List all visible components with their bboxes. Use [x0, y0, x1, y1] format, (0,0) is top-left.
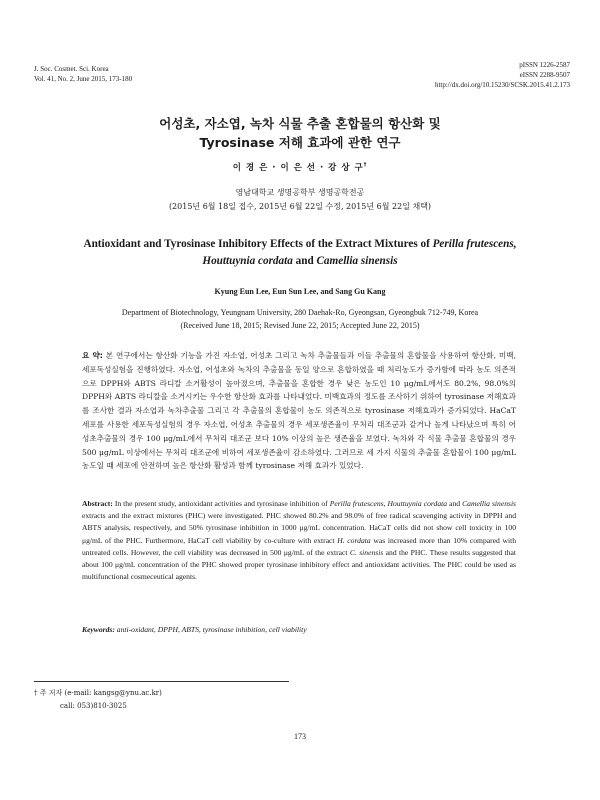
footnote-divider — [34, 681, 289, 682]
pissn: pISSN 1226-2587 — [519, 61, 570, 69]
korean-author-names: 이 경 은 · 이 은 선 · 강 상 구 — [232, 163, 364, 173]
korean-abstract-text: 본 연구에서는 항산화 기능을 가진 자소엽, 어성초 그리고 녹차 추출물들과 이들 추출물의 혼합물을 사용하여 항산화, 미백, 세포독성실험을 진행하였다. 자소엽, 어성초와 녹차의 추출물을 동일 양으로 혼합하였을 때 처리농도가 증가함에 따라 농도 의존적으로 DPPH와 ABTS 라디칼 소거활성이 높아졌으며, 추출물을 혼합한 경우 낮은 농도인 10 μg/mL에서도 80.2%, 98.0%의 DPPH와 ABTS 라디칼을 소거시키는 우수한 항산화 효과를 나타내었다. 미백효과의 정도를 조사하기 위하여 tyrosinase 저해효과를 조사한 결과 자소엽과 녹차추출물 그리고 각 추출물의 혼합물이 농도 의존적으로 tyrosinase 저해효과가 증가되었다. HaCaT 세포를 사용한 세포독성실험의 경우 자소엽, 어성초 추출물의 경우 세포생존율이 무처리 대조군과 같거나 높게 나타났으며 특히 어성초추출물의 경우 100 μg/mL에서 무처리 대조군 보다 10% 이상의 높은 생존율을 보였다. 녹차와 각 식물 추출물 혼합물의 경우 500 μg/mL 이상에서는 무처리 대조군에 비하여 세포생존율이 감소하였다. 그러므로 세 가지 식물의 추출물 혼합물이 100 μg/mL 농도일 때 세포에 안전하며 높은 항산화 활성과 함께 tyrosinase 저해 효과가 있었다. — [82, 351, 516, 471]
english-affiliation-block — [30, 306, 570, 332]
journal-header-left — [34, 64, 132, 84]
footnote-phone: call: 053)810-3025 — [60, 702, 127, 710]
korean-title — [0, 114, 600, 152]
korean-dates: (2015년 6월 18일 접수, 2015년 6월 22일 수정, 2015년 6월 22일 채택) — [168, 202, 432, 211]
keywords — [82, 625, 516, 634]
species-camellia: Camellia sinensis — [316, 255, 398, 267]
english-abstract — [82, 498, 516, 583]
abstract-text-3: extracts and the extract mixtures (PHC) were investigated. PHC showed 80.2% and 98.0% of free radical scavenging activity in DPPH and ABTS analysis, respectively, and 50% tyrosinase inhibition in 1000 μg/mL concentration. HaCaT cells did not show cell toxicity in 100 μg/mL of the PHC. Furthermore, HaCaT cell viability by co-culture with extract — [82, 511, 516, 545]
footnote-email: † 주 저자 (e-mail: kangsg@ynu.ac.kr) — [34, 689, 162, 697]
abstract-species-2: Camellia sinensis — [462, 499, 517, 508]
corresponding-author-mark: † — [363, 162, 368, 169]
abstract-text-2: and — [447, 499, 463, 508]
eissn: eISSN 2288-9507 — [519, 71, 570, 79]
species-houttuynia: Houttuynia cordata — [202, 255, 293, 267]
doi-link[interactable]: http://dx.doi.org/10.15230/SCSK.2015.41.2.173 — [434, 81, 570, 89]
page-number: 173 — [294, 732, 306, 741]
korean-affiliation: 영남대학교 생명공학부 생명공학전공 — [235, 188, 365, 197]
english-title-and: and — [292, 255, 317, 267]
abstract-species-1: Perilla frutescens, Houttuynia cordata — [329, 499, 448, 508]
species-perilla: Perilla frutescens, — [432, 238, 517, 250]
korean-affiliation-block — [0, 186, 600, 214]
journal-name: J. Soc. Cosmet. Sci. Korea — [34, 65, 109, 73]
english-title — [30, 236, 570, 270]
keywords-label: Keywords: — [82, 625, 115, 634]
abstract-text-5: and the PHC. These results suggested that about 100 μg/mL concentration of the PHC showed proper tyrosinase inhibitory effect and antioxidant activities. The PHC could be used as multifunctional cosmeceutical agents. — [82, 547, 516, 582]
footnote — [34, 687, 162, 713]
abstract-species-4: C. sinensis — [349, 547, 384, 557]
english-affiliation: Department of Biotechnology, Yeungnam University, 280 Daehak-Ro, Gyeongsan, Gyeongbuk 712-749, Korea — [121, 308, 479, 317]
korean-abstract — [82, 349, 516, 473]
english-abstract-label: Abstract: — [82, 499, 113, 508]
keywords-text: anti-oxidant, DPPH, ABTS, tyrosinase inhibition, cell viability — [114, 625, 307, 634]
korean-title-line-1: 어성초, 자소엽, 녹차 식물 추출 혼합물의 항산화 및 — [159, 116, 441, 131]
english-authors: Kyung Eun Lee, Eun Sun Lee, and Sang Gu Kang — [214, 287, 386, 296]
abstract-text-4: was increased more than 10% compared with untreated cells. However, the cell viability was decreased in 500 μg/mL of the extract — [82, 535, 516, 557]
journal-header-right — [435, 60, 570, 90]
journal-volume: Vol. 41, No. 2, June 2015, 173-180 — [34, 75, 133, 83]
abstract-species-3: H. cordata — [337, 535, 371, 545]
korean-title-line-2: Tyrosinase 저해 효과에 관한 연구 — [199, 135, 401, 150]
korean-authors — [0, 161, 600, 173]
english-dates: (Received June 18, 2015; Revised June 22, 2015; Accepted June 22, 2015) — [180, 321, 420, 330]
english-title-text: Antioxidant and Tyrosinase Inhibitory Effects of the Extract Mixtures of — [83, 238, 433, 250]
abstract-text-1: In the present study, antioxidant activities and tyrosinase inhibition of — [112, 499, 330, 508]
korean-abstract-label: 요 약: — [82, 351, 103, 360]
